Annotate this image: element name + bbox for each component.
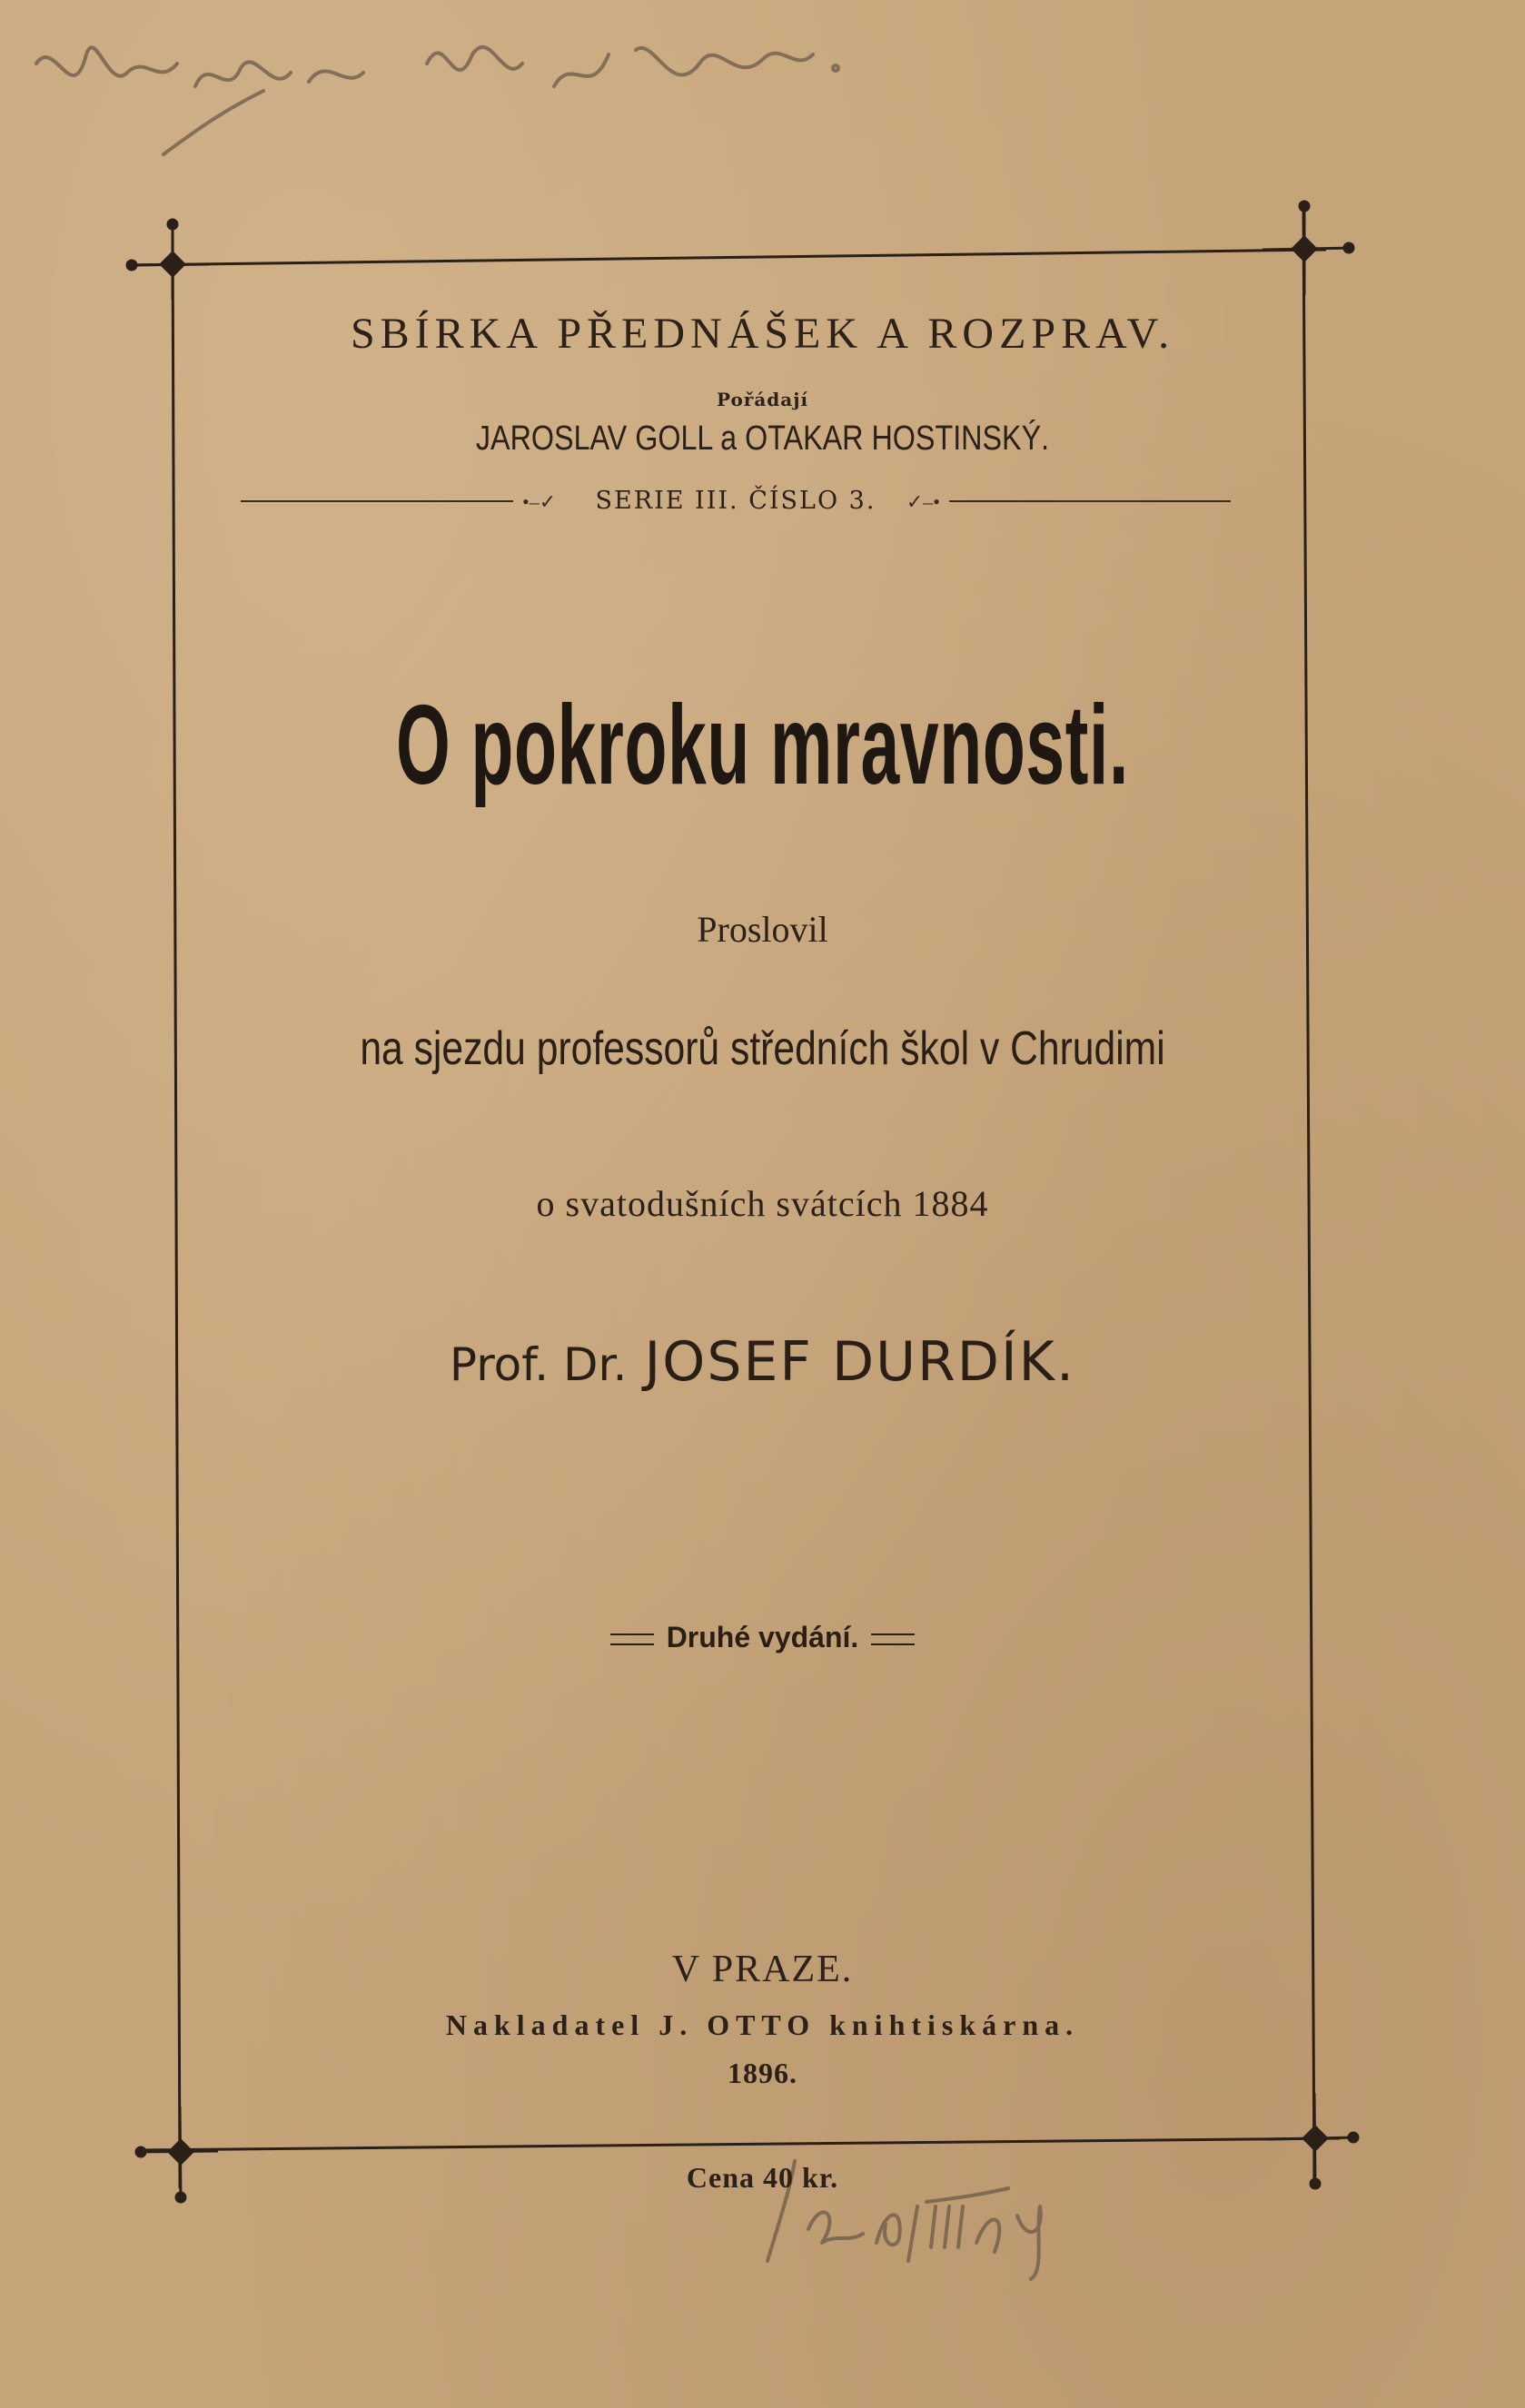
delivered-label: Proslovil (697, 909, 828, 950)
series-number: SERIE III. ČÍSLO 3. (595, 487, 876, 515)
organizers: JAROSLAV GOLL a OTAKAR HOSTINSKÝ. (475, 419, 1050, 458)
handwritten-note-top (36, 47, 838, 154)
series-ornament-right: ✓–• (906, 490, 940, 513)
series-ornament-left: •–✓ (522, 490, 557, 513)
date-line: o svatodušních svátcích 1884 (536, 1183, 989, 1224)
author-title: Prof. Dr. (449, 1338, 628, 1391)
publication-year: 1896. (728, 2057, 797, 2089)
publication-city: V PRAZE. (671, 1949, 854, 1990)
main-title: O pokroku mravnosti. (395, 683, 1129, 808)
author-name: JOSEF DURDÍK. (644, 1330, 1076, 1394)
price-line: Cena 40 kr. (686, 2161, 839, 2194)
edition-rule-right (871, 1633, 915, 1645)
occasion-line: na sjezdu professorů středních škol v Chrudimi (360, 1022, 1165, 1075)
series-number-line (241, 479, 1231, 521)
series-rule-right (949, 500, 1231, 502)
series-title: SBÍRKA PŘEDNÁŠEK A ROZPRAV. (350, 310, 1175, 358)
organizers-label: Pořádají (716, 389, 809, 410)
publisher-line: Nakladatel J. OTTO knihtiskárna. (445, 2008, 1080, 2041)
author-line (0, 1330, 1525, 1394)
edition-label: Druhé vydání. (666, 1621, 859, 1653)
edition-rule-left (610, 1633, 654, 1645)
edition-line (0, 1621, 1525, 1654)
